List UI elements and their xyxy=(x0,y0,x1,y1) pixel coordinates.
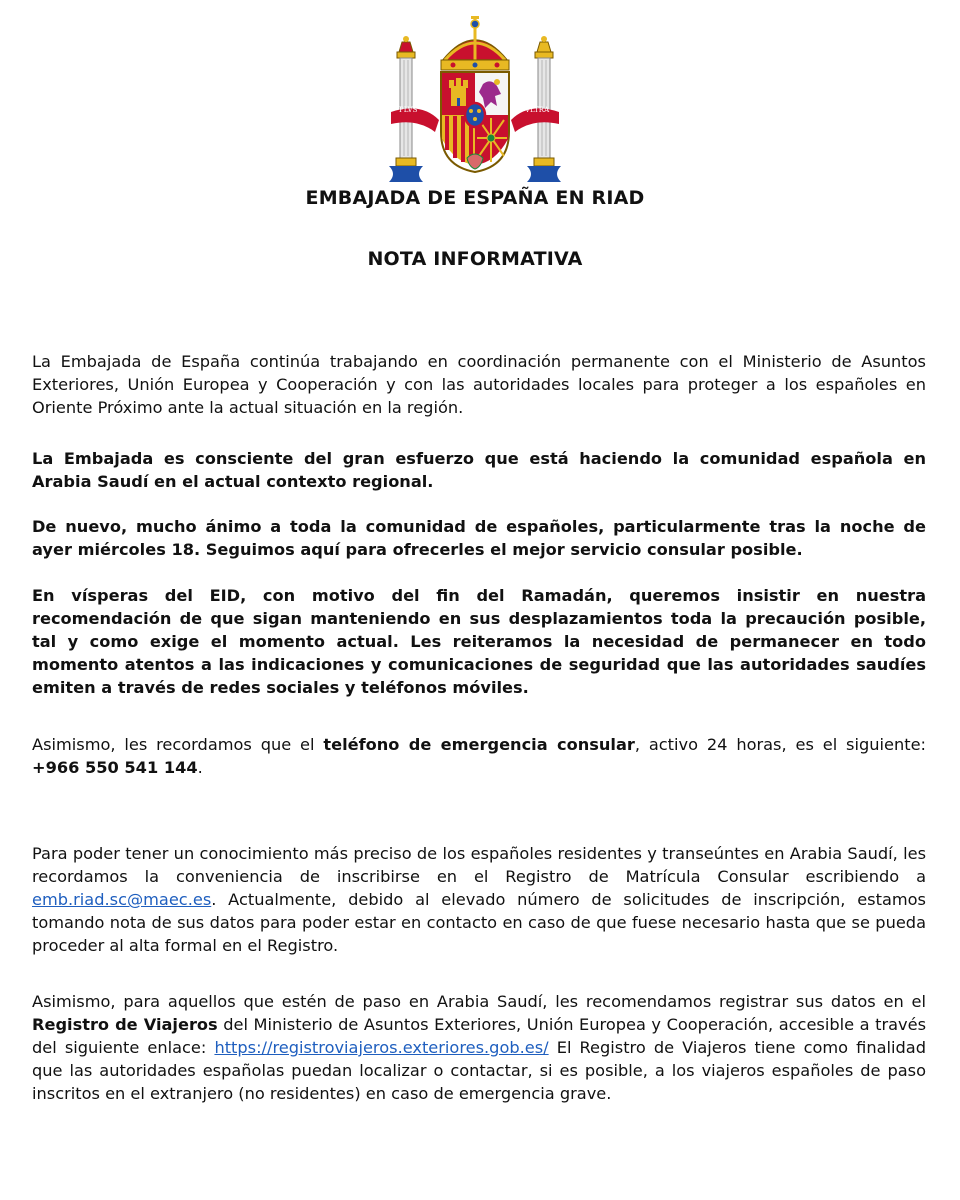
shield xyxy=(441,72,509,172)
text-run: . Actualmente, debido al elevado número de solicitudes de inscripción, estamos tomando nota de sus datos para poder estar en contacto en caso de que fuese necesario hasta que se pueda proceder al alta formal en el Registro. xyxy=(32,890,926,955)
travelers-registry-label: Registro de Viajeros xyxy=(32,1015,218,1034)
text-run: del Ministerio de Asuntos Exteriores, Unión Europea y Cooperación, accesible a través del siguiente enlace: xyxy=(32,1015,926,1057)
paragraph-eid-precautions: En vísperas del EID, con motivo del fin del Ramadán, queremos insistir en nuestra recomendación de que sigan manteniendo en sus desplazamientos toda la precaución posible, tal y como exige el momento actual. Les reiteramos la necesidad de permanecer en todo momento atentos a las indicaciones y comunicaciones de seguridad que las autoridades saudíes emiten a través de redes sociales y teléfonos móviles. xyxy=(32,586,926,697)
email-link[interactable]: emb.riad.sc@maec.es xyxy=(32,890,212,909)
paragraph-encouragement: De nuevo, mucho ánimo a toda la comunidad de españoles, particularmente tras la noche de ayer miércoles 18. Seguimos aquí para ofrecerles el mejor servicio consular posible. xyxy=(32,517,926,559)
text-run: . xyxy=(197,758,203,777)
text-run: Asimismo, les recordamos que el xyxy=(32,735,324,754)
spanish-coat-of-arms xyxy=(385,16,565,184)
paragraph-coordination: La Embajada de España continúa trabajando en coordinación permanente con el Ministerio de Asuntos Exteriores, Unión Europea y Cooperación y con las autoridades locales para proteger a los españoles en Oriente Próximo ante la actual situación en la región. xyxy=(32,352,926,417)
emergency-phone-label: teléfono de emergencia consular xyxy=(323,735,635,754)
text-run: Para poder tener un conocimiento más preciso de los españoles residentes y transeúntes en Arabia Saudí, les recordamos la conveniencia de inscribirse en el Registro de Matrícula Consular escribiendo a xyxy=(32,844,926,886)
emergency-phone-number: +966 550 541 144 xyxy=(32,758,198,777)
motto-right: VLTRA xyxy=(525,106,550,114)
travelers-registry-link[interactable]: https://registroviajeros.exteriores.gob.es/ xyxy=(214,1038,549,1057)
paragraph-travelers-registry xyxy=(32,990,926,1105)
paragraph-consular-registry xyxy=(32,842,926,957)
royal-crown xyxy=(441,16,509,70)
embassy-title: EMBAJADA DE ESPAÑA EN RIAD xyxy=(305,187,645,209)
text-run: , activo 24 horas, es el siguiente: xyxy=(634,735,926,754)
paragraph-community-effort: La Embajada es consciente del gran esfuerzo que está haciendo la comunidad española en Arabia Saudí en el actual contexto regional. xyxy=(32,449,926,491)
paragraph-emergency-phone xyxy=(32,733,926,779)
text-run: Asimismo, para aquellos que estén de paso en Arabia Saudí, les recomendamos registrar sus datos en el xyxy=(32,992,926,1011)
text-run: El Registro de Viajeros tiene como finalidad que las autoridades españolas puedan localizar o contactar, si es posible, a los viajeros españoles de paso inscritos en el extranjero (no residentes) en caso de emergencia grave. xyxy=(32,1038,926,1103)
motto-left: PLVS xyxy=(399,106,418,114)
document-type-title: NOTA INFORMATIVA xyxy=(367,248,583,270)
